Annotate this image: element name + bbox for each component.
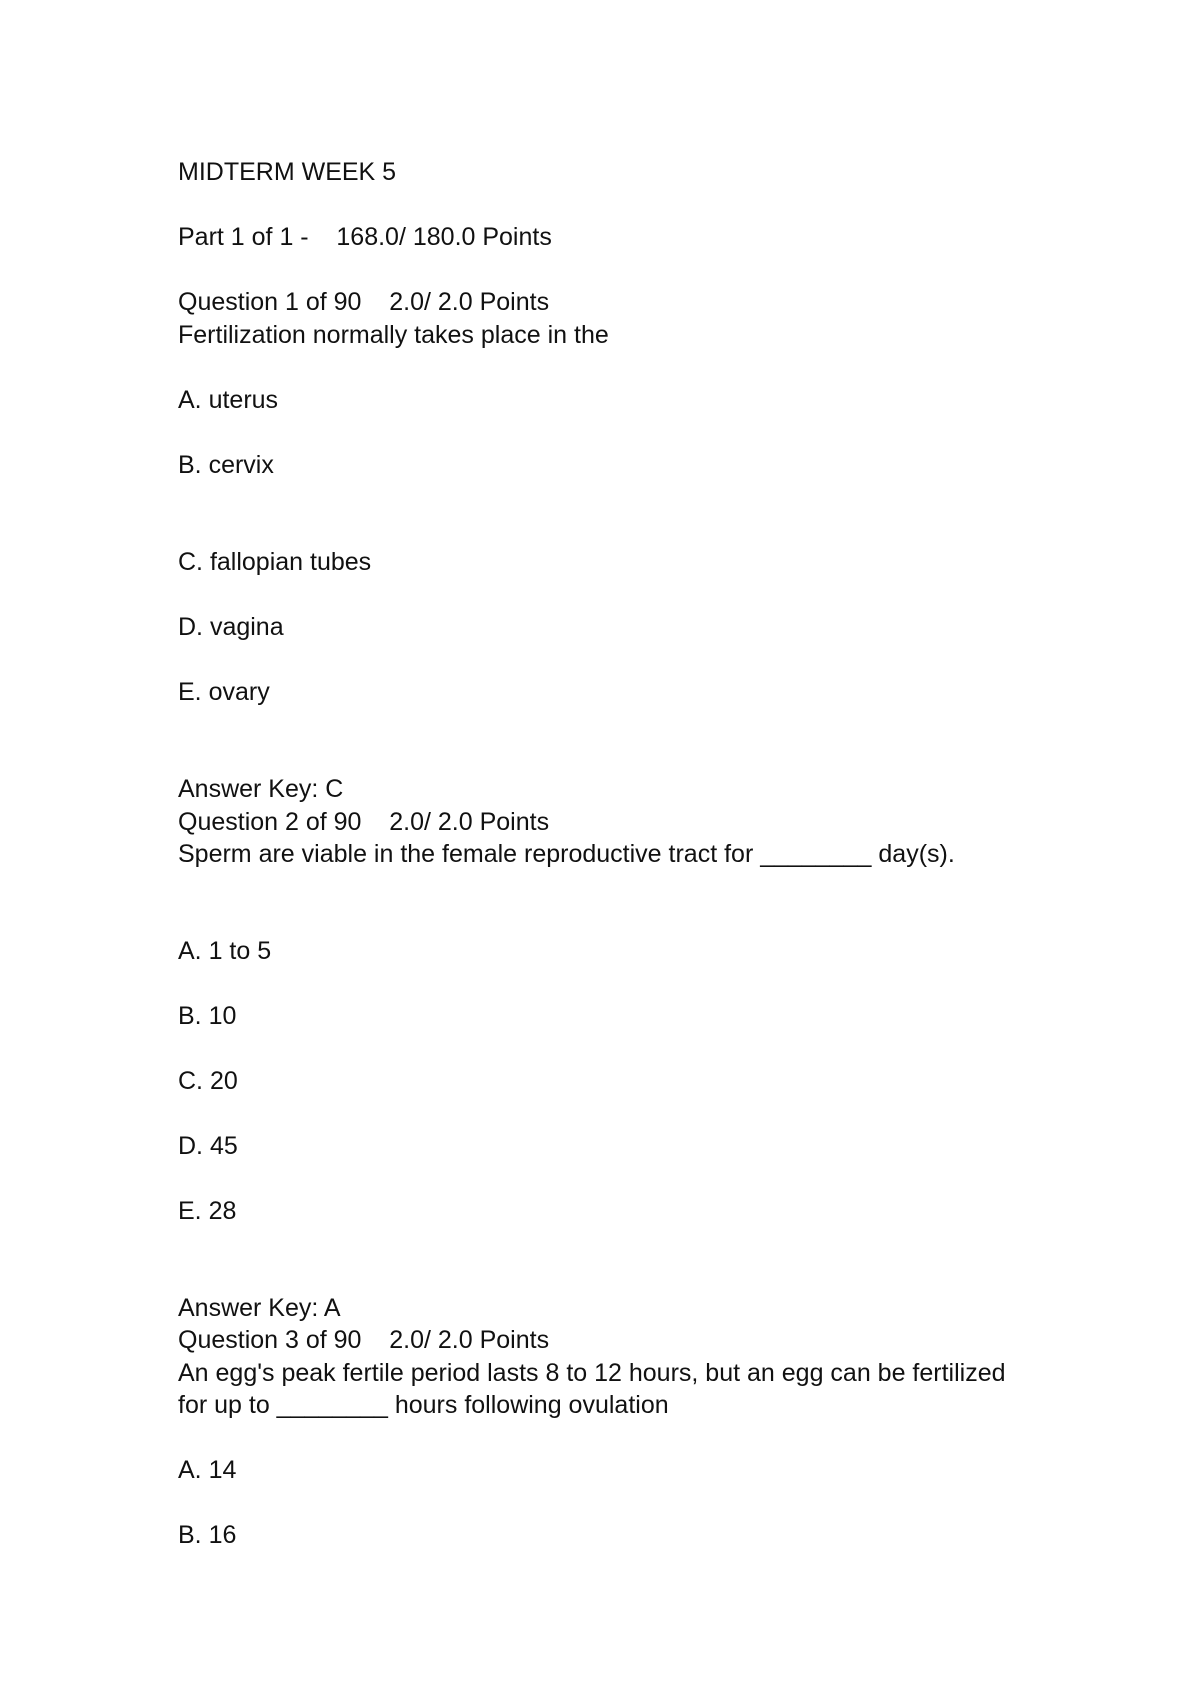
- question-2-option-d: D. 45: [178, 1132, 238, 1160]
- question-1-option-a: A. uterus: [178, 386, 279, 414]
- question-1-header: Question 1 of 90 2.0/ 2.0 Points: [178, 288, 550, 316]
- question-2-option-b: B. 10: [178, 1002, 237, 1030]
- question-3-prompt-line-1: An egg's peak fertile period lasts 8 to 12 hours, but an egg can be fertilized: [178, 1359, 1006, 1387]
- question-3-prompt-line-2: for up to ________ hours following ovulation: [178, 1391, 669, 1419]
- part-summary: Part 1 of 1 - 168.0/ 180.0 Points: [178, 223, 552, 251]
- question-3-option-a: A. 14: [178, 1456, 237, 1484]
- document-title: MIDTERM WEEK 5: [178, 158, 397, 186]
- question-2-option-e: E. 28: [178, 1197, 237, 1225]
- question-1-option-c: C. fallopian tubes: [178, 548, 372, 576]
- question-3-header: Question 3 of 90 2.0/ 2.0 Points: [178, 1326, 550, 1354]
- question-1-prompt: Fertilization normally takes place in the: [178, 321, 609, 349]
- question-2-prompt: Sperm are viable in the female reproductive tract for ________ day(s).: [178, 840, 955, 868]
- question-2-option-a: A. 1 to 5: [178, 937, 272, 965]
- question-2-header: Question 2 of 90 2.0/ 2.0 Points: [178, 808, 550, 836]
- question-1-option-b: B. cervix: [178, 451, 274, 479]
- question-1-option-e: E. ovary: [178, 678, 270, 706]
- question-2-answer-key: Answer Key: A: [178, 1294, 341, 1322]
- question-2-option-c: C. 20: [178, 1067, 238, 1095]
- question-1-option-d: D. vagina: [178, 613, 284, 641]
- question-3-option-b: B. 16: [178, 1521, 237, 1549]
- question-1-answer-key: Answer Key: C: [178, 775, 344, 803]
